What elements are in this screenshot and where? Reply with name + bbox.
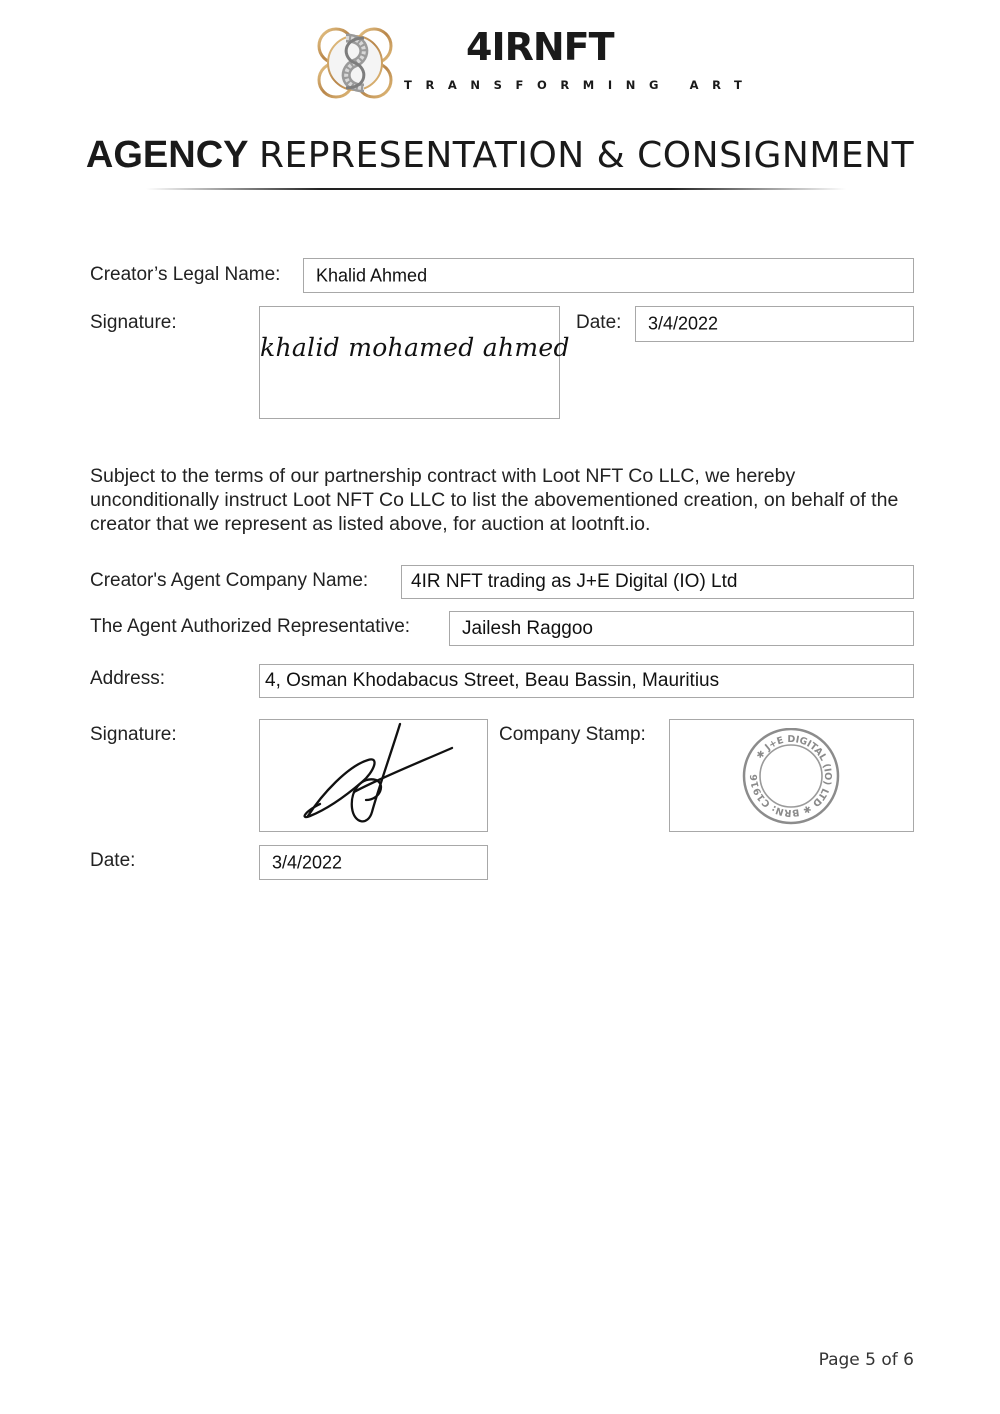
agent-signature-label: Signature: [90, 724, 177, 745]
creator-signature-box[interactable] [259, 306, 570, 419]
brand-logo-icon [316, 24, 394, 102]
agent-company-label: Creator's Agent Company Name: [90, 570, 369, 591]
creator-date-value: 3/4/2022 [648, 313, 719, 334]
creator-signature-label: Signature: [90, 312, 177, 333]
title-divider [146, 188, 846, 190]
consignment-statement: Subject to the terms of our partnership contract with Loot NFT Co LLC, we hereby unconditionally instruct Loot NFT Co LLC to list the abovementioned creation, on behalf of the creator that we represent as listed above, for auction at lootnft.io. [90, 465, 899, 535]
page-number: Page 5 of 6 [818, 1350, 914, 1370]
brand-tagline: TRANSFORMING ART [404, 78, 756, 92]
agent-company-field[interactable] [401, 565, 914, 599]
company-stamp-seal-icon [739, 728, 843, 832]
creator-legal-name-field[interactable] [303, 258, 914, 293]
creator-legal-name-value: Khalid Ahmed [316, 265, 428, 285]
agent-date-label: Date: [90, 850, 136, 871]
document-title [0, 136, 1000, 174]
creator-date-label: Date: [576, 312, 622, 333]
agent-signature-mark [260, 720, 487, 831]
creator-signature: khalid mohamed ahmed [260, 333, 570, 362]
agent-address-value: 4, Osman Khodabacus Street, Beau Bassin, Mauritius [265, 670, 720, 691]
agent-company-value: 4IR NFT trading as J+E Digital (IO) Ltd [411, 571, 738, 592]
brand-name: 4IRNFT [466, 25, 614, 69]
creator-legal-name-label: Creator’s Legal Name: [90, 264, 281, 285]
company-stamp-label: Company Stamp: [499, 724, 646, 745]
agent-representative-label: The Agent Authorized Representative: [90, 616, 411, 637]
title-rest: REPRESENTATION & CONSIGNMENT [259, 135, 915, 176]
agent-representative-value: Jailesh Raggoo [462, 617, 593, 639]
agent-address-label: Address: [90, 668, 165, 689]
agent-date-field[interactable] [259, 845, 488, 880]
svg-text:✱ J+E DIGITAL (IO) LTD ✱ BRN:: ✱ J+E DIGITAL (IO) LTD ✱ BRN: C1916 [748, 733, 834, 819]
agent-address-field[interactable] [259, 664, 914, 698]
creator-date-field[interactable] [635, 306, 914, 342]
company-stamp-box [669, 719, 914, 832]
title-bold-word: AGENCY [85, 134, 249, 176]
agent-representative-field[interactable] [449, 611, 914, 646]
agent-signature-box[interactable] [259, 719, 488, 832]
agent-date-value: 3/4/2022 [272, 852, 343, 872]
